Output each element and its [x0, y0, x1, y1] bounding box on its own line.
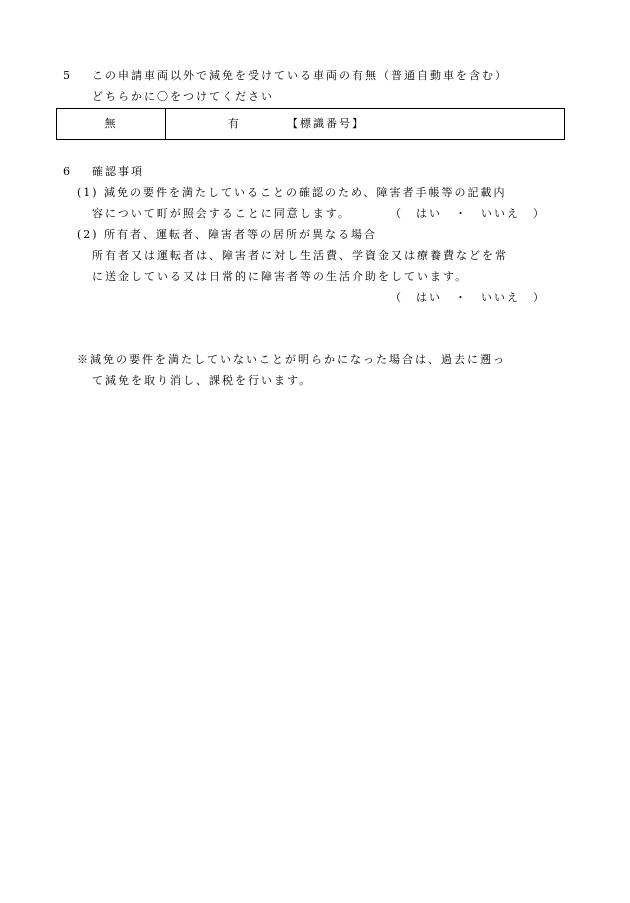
item2-line1: 所有者、運転者、障害者等の居所が異なる場合	[104, 228, 377, 241]
section5-number: 5	[63, 69, 72, 82]
item2-line3: に送金している又は日常的に障害者等の生活介助をしています。	[92, 270, 469, 283]
item2-marker: (2)	[77, 228, 99, 241]
item1-marker: (1)	[77, 186, 99, 199]
section5-instruction: どちらかに〇をつけてください	[92, 90, 274, 103]
option-none-label: 無	[104, 117, 118, 130]
item2-answer[interactable]: （ はい ・ いいえ ）	[390, 291, 546, 304]
section6-number: 6	[63, 165, 72, 178]
option-yes-cell[interactable]	[166, 109, 565, 140]
registration-number-label: 【標識番号】	[287, 117, 365, 130]
item2-line2: 所有者又は運転者は、障害者に対し生活費、学資金又は療養費などを常	[92, 249, 508, 262]
option-none-cell[interactable]	[57, 109, 166, 140]
item1-answer[interactable]: （ はい ・ いいえ ）	[390, 207, 546, 220]
section5-title: この申請車両以外で減免を受けている車両の有無（普通自動車を含む）	[92, 69, 508, 82]
section6-title: 確認事項	[92, 165, 144, 178]
vehicle-table	[56, 108, 565, 140]
item1-line1: 減免の要件を満たしていることの確認のため、障害者手帳等の記載内	[104, 186, 507, 199]
note-line1: ※減免の要件を満たしていないことが明らかになった場合は、過去に遡っ	[77, 353, 506, 366]
note-line2: て減免を取り消し、課税を行います。	[92, 374, 313, 387]
option-yes-label: 有	[228, 117, 241, 130]
item1-line2: 容について町が照会することに同意します。	[92, 207, 351, 220]
